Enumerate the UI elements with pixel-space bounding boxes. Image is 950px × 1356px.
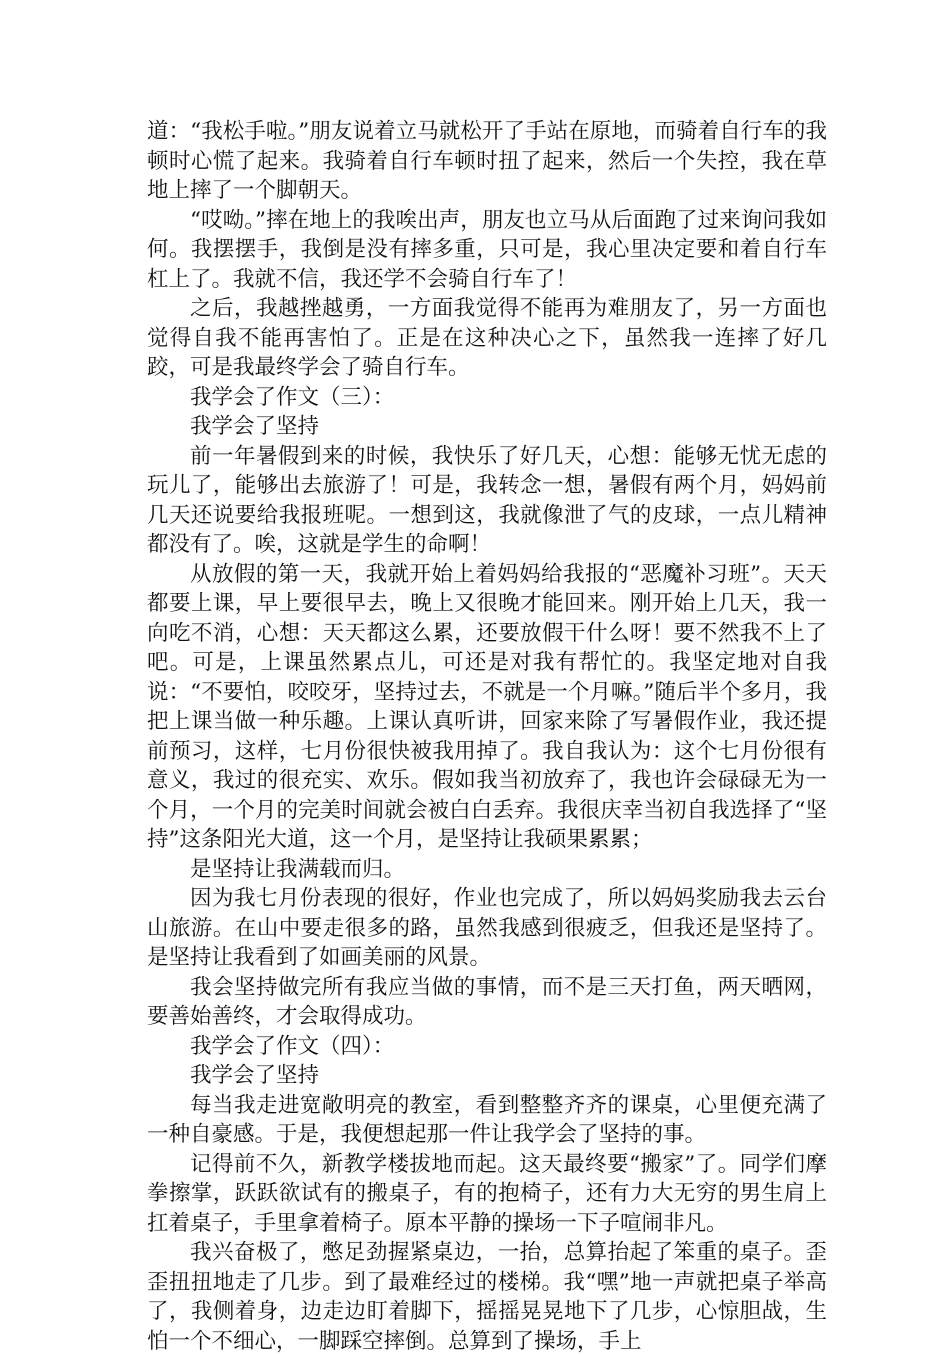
paragraph-continuation: 道：“我松手啦。”朋友说着立马就松开了手站在原地，而骑着自行车的我顿时心慌了起来。我骑着自行车顿时扭了起来，然后一个失控，我在草地上摔了一个脚朝天。 [147, 119, 827, 203]
paragraph: 每当我走进宽敞明亮的教室，看到整整齐齐的课桌，心里便充满了一种自豪感。于是，我便想起那一件让我学会了坚持的事。 [147, 1092, 827, 1147]
paragraph: 我会坚持做完所有我应当做的事情，而不是三天打鱼，两天晒网，要善始善终，才会取得成功。 [147, 974, 827, 1029]
essay-title: 我学会了坚持 [190, 414, 320, 439]
paragraph: 是坚持让我满载而归。 [190, 856, 406, 882]
essay-title: 我学会了坚持 [190, 1063, 320, 1088]
paragraph: 从放假的第一天，我就开始上着妈妈给我报的“恶魔补习班”。天天都要上课，早上要很早去，晚上又很晚才能回来。刚开始上几天，我一向吃不消，心想：天天都这么累，还要放假干什么呀！要不然我不上了吧。可是，上课虽然累点儿，可还是对我有帮忙的。我坚定地对自我说：“不要怕，咬咬牙，坚持过去，不就是一个月嘛。”随后半个多月，我把上课当做一种乐趣。上课认真听讲，回家来除了写暑假作业，我还提前预习，这样，七月份很快被我用掉了。我自我认为：这个七月份很有意义，我过的很充实、欢乐。假如我当初放弃了，我也许会碌碌无为一个月，一个月的完美时间就会被白白丢弃。我很庆幸当初自我选择了“坚持”这条阳光大道，这一个月，是坚持让我硕果累累； [147, 561, 827, 852]
essay-body [147, 117, 827, 1356]
paragraph: 前一年暑假到来的时候，我快乐了好几天，心想：能够无忧无虑的玩儿了，能够出去旅游了！可是，我转念一想，暑假有两个月，妈妈前几天还说要给我报班呢。一想到这，我就像泄了气的皮球，一点儿精神都没有了。唉，这就是学生的命啊！ [147, 443, 827, 557]
paragraph: “哎呦。”摔在地上的我唉出声，朋友也立马从后面跑了过来询问我如何。我摆摆手，我倒是没有摔多重，只可是，我心里决定要和着自行车杠上了。我就不信，我还学不会骑自行车了！ [147, 207, 827, 292]
paragraph: 之后，我越挫越勇，一方面我觉得不能再为难朋友了，另一方面也觉得自我不能再害怕了。正是在这种决心之下，虽然我一连摔了好几跤，可是我最终学会了骑自行车。 [147, 296, 827, 380]
paragraph: 记得前不久，新教学楼拔地而起。这天最终要“搬家”了。同学们摩拳擦掌，跃跃欲试有的搬桌子，有的抱椅子，还有力大无穷的男生肩上扛着桌子，手里拿着椅子。原本平静的操场一下子喧闹非凡。 [147, 1151, 827, 1236]
paragraph: 我兴奋极了，憋足劲握紧桌边，一抬，总算抬起了笨重的桌子。歪歪扭扭地走了几步。到了最难经过的楼梯。我“嘿”地一声就把桌子举高了，我侧着身，边走边盯着脚下，摇摇晃晃地下了几步，心惊胆战，生怕一个不细心，一脚踩空摔倒。总算到了操场，手上 [147, 1240, 827, 1354]
section-heading: 我学会了作文（四）： [190, 1033, 395, 1059]
paragraph: 因为我七月份表现的很好，作业也完成了，所以妈妈奖励我去云台山旅游。在山中要走很多的路，虽然我感到很疲乏，但我还是坚持了。是坚持让我看到了如画美丽的风景。 [147, 886, 827, 970]
section-heading: 我学会了作文（三）： [190, 384, 395, 410]
